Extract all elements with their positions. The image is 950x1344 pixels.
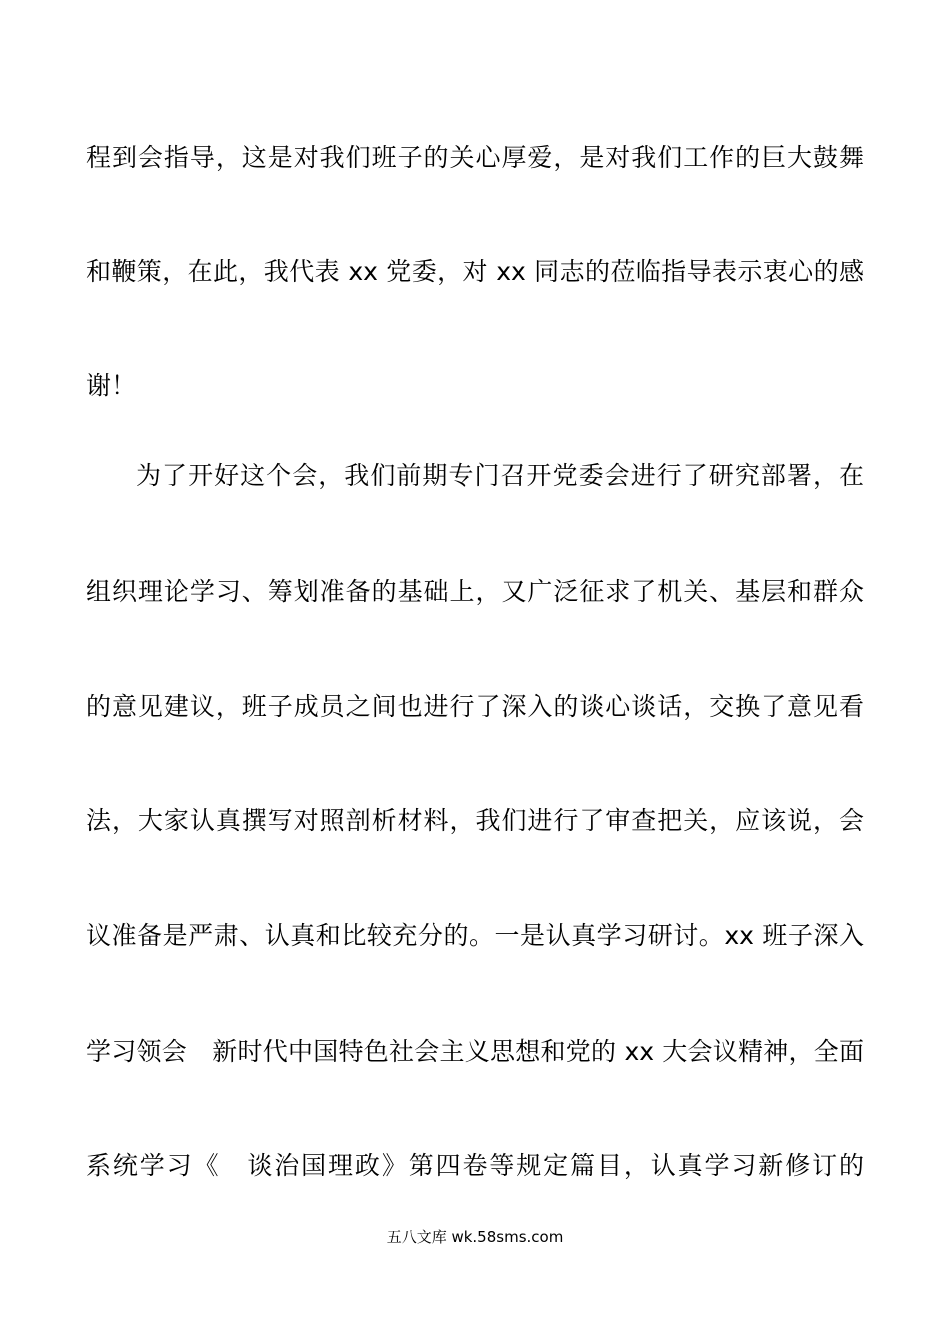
text-line-7: 法，大家认真撰写对照剖析材料，我们进行了审查把关，应该说，会 xyxy=(86,806,864,835)
text-line-6: 的意见建议，班子成员之间也进行了深入的谈心谈话，交换了意见看 xyxy=(86,692,864,721)
text-line-10: 系统学习《 谈治国理政》第四卷等规定篇目，认真学习新修订的 xyxy=(86,1151,864,1180)
footer-watermark-text: 五八文库 wk.58sms.com xyxy=(386,1228,564,1246)
text-line-1: 程到会指导，这是对我们班子的关心厚爱，是对我们工作的巨大鼓舞 xyxy=(86,143,864,172)
text-line-2: 和鞭策，在此，我代表 xx 党委，对 xx 同志的莅临指导表示衷心的感 xyxy=(86,257,864,286)
text-line-3: 谢！ xyxy=(86,371,137,400)
text-line-9: 学习领会 新时代中国特色社会主义思想和党的 xx 大会议精神，全面 xyxy=(86,1037,864,1066)
text-line-4-paragraph-start: 为了开好这个会，我们前期专门召开党委会进行了研究部署，在 xyxy=(136,461,864,490)
text-line-5: 组织理论学习、筹划准备的基础上，又广泛征求了机关、基层和群众 xyxy=(86,577,864,606)
text-line-8: 议准备是严肃、认真和比较充分的。一是认真学习研讨。xx 班子深入 xyxy=(86,921,864,950)
